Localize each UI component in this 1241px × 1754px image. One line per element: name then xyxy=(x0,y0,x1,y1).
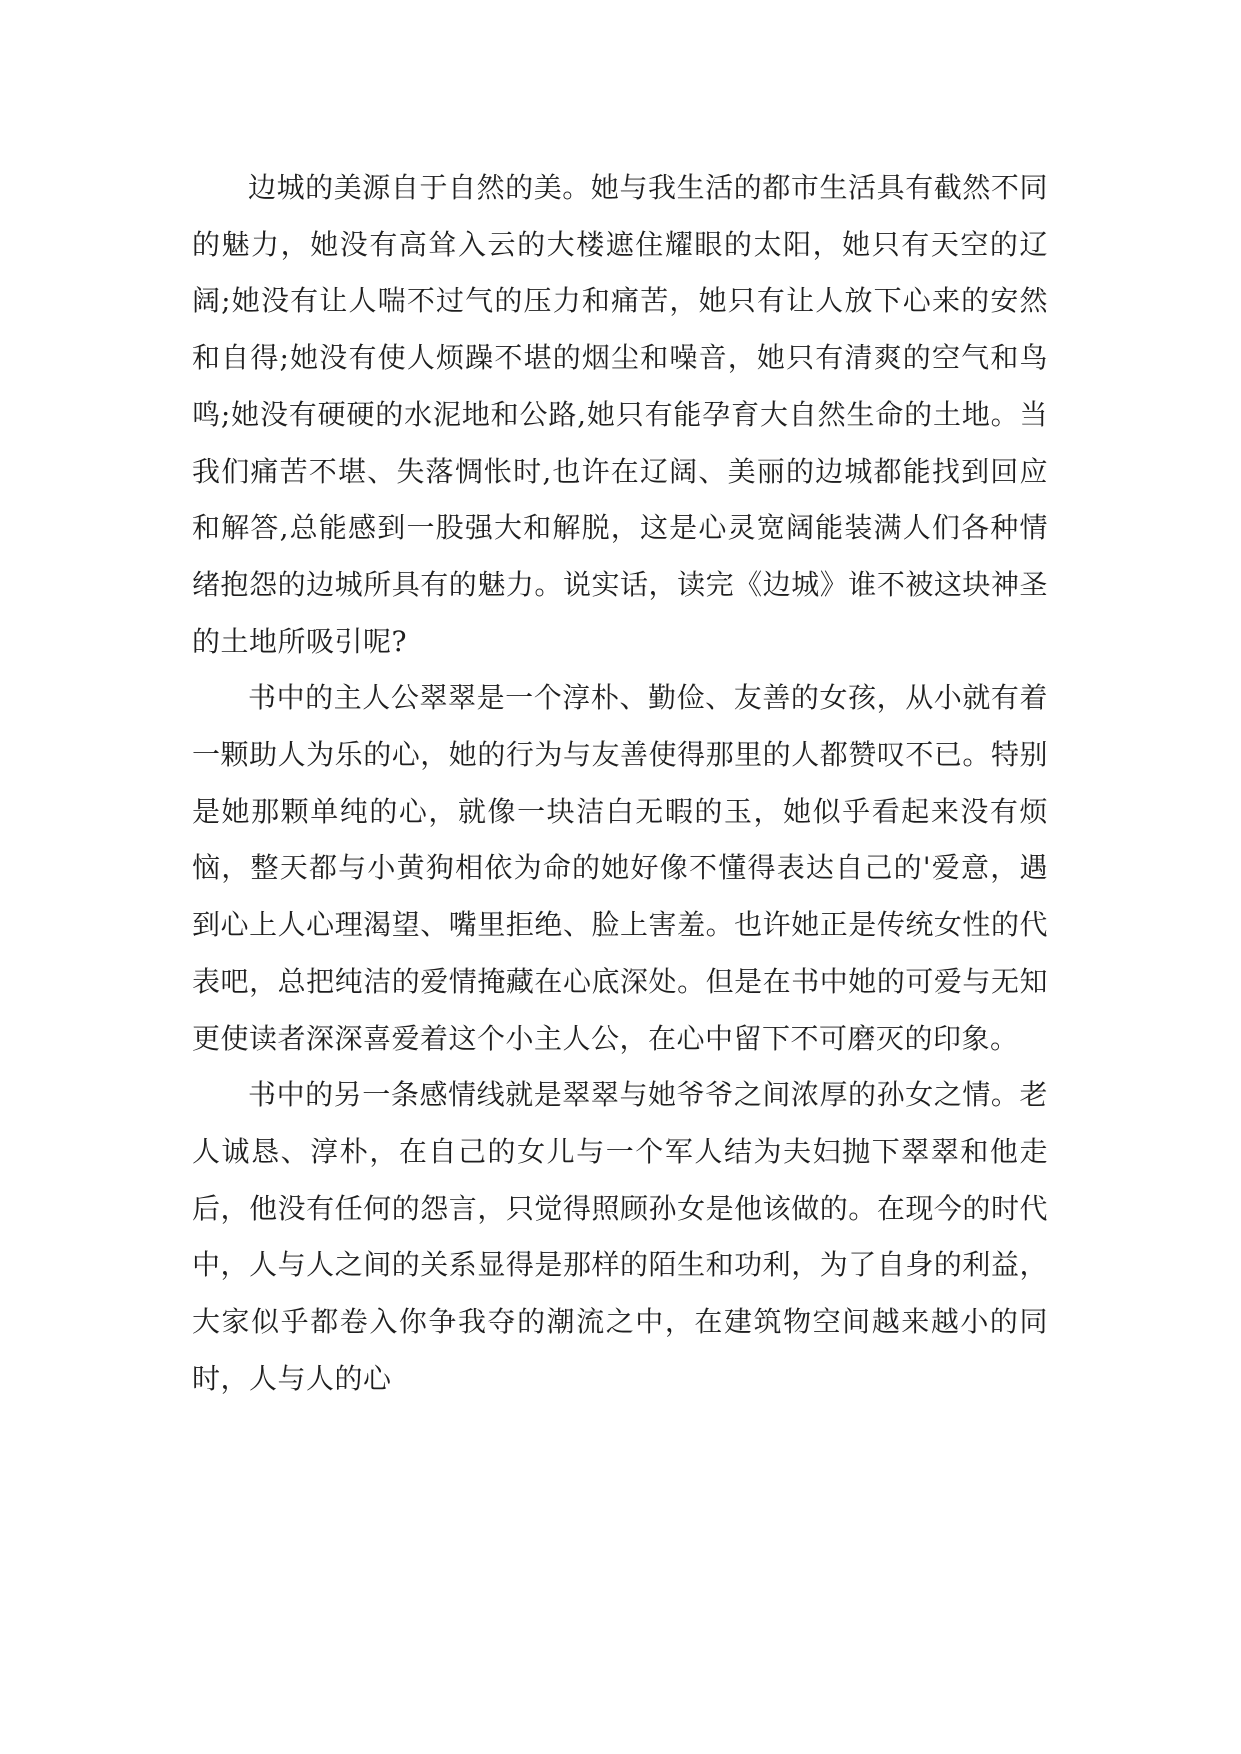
paragraph-border-town-beauty: 边城的美源自于自然的美。她与我生活的都市生活具有截然不同的魅力，她没有高耸入云的大楼遮住耀眼的太阳，她只有天空的辽阔;她没有让人喘不过气的压力和痛苦，她只有让人放下心来的安然和自得;她没有使人烦躁不堪的烟尘和噪音，她只有清爽的空气和鸟鸣;她没有硬硬的水泥地和公路,她只有能孕育大自然生命的土地。当我们痛苦不堪、失落惆怅时,也许在辽阔、美丽的边城都能找到回应和解答,总能感到一股强大和解脱，这是心灵宽阔能装满人们各种情绪抱怨的边城所具有的魅力。说实话，读完《边城》谁不被这块神圣的土地所吸引呢? xyxy=(192,171,1048,658)
paragraph-grandfather-bond: 书中的另一条感情线就是翠翠与她爷爷之间浓厚的孙女之情。老人诚恳、淳朴，在自己的女儿与一个军人结为夫妇抛下翠翠和他走后，他没有任何的怨言，只觉得照顾孙女是他该做的。在现今的时代中，人与人之间的关系显得是那样的陌生和功利，为了自身的利益，大家似乎都卷入你争我夺的潮流之中，在建筑物空间越来越小的同时，人与人的心 xyxy=(192,1078,1048,1395)
paragraph-cuicui-character: 书中的主人公翠翠是一个淳朴、勤俭、友善的女孩，从小就有着一颗助人为乐的心，她的行为与友善使得那里的人都赞叹不已。特别是她那颗单纯的心，就像一块洁白无暇的玉，她似乎看起来没有烦恼，整天都与小黄狗相依为命的她好像不懂得表达自己的'爱意，遇到心上人心理渴望、嘴里拒绝、脸上害羞。也许她正是传统女性的代表吧，总把纯洁的爱情掩藏在心底深处。但是在书中她的可爱与无知更使读者深深喜爱着这个小主人公，在心中留下不可磨灭的印象。 xyxy=(192,681,1048,1055)
document-page xyxy=(192,160,1048,1407)
